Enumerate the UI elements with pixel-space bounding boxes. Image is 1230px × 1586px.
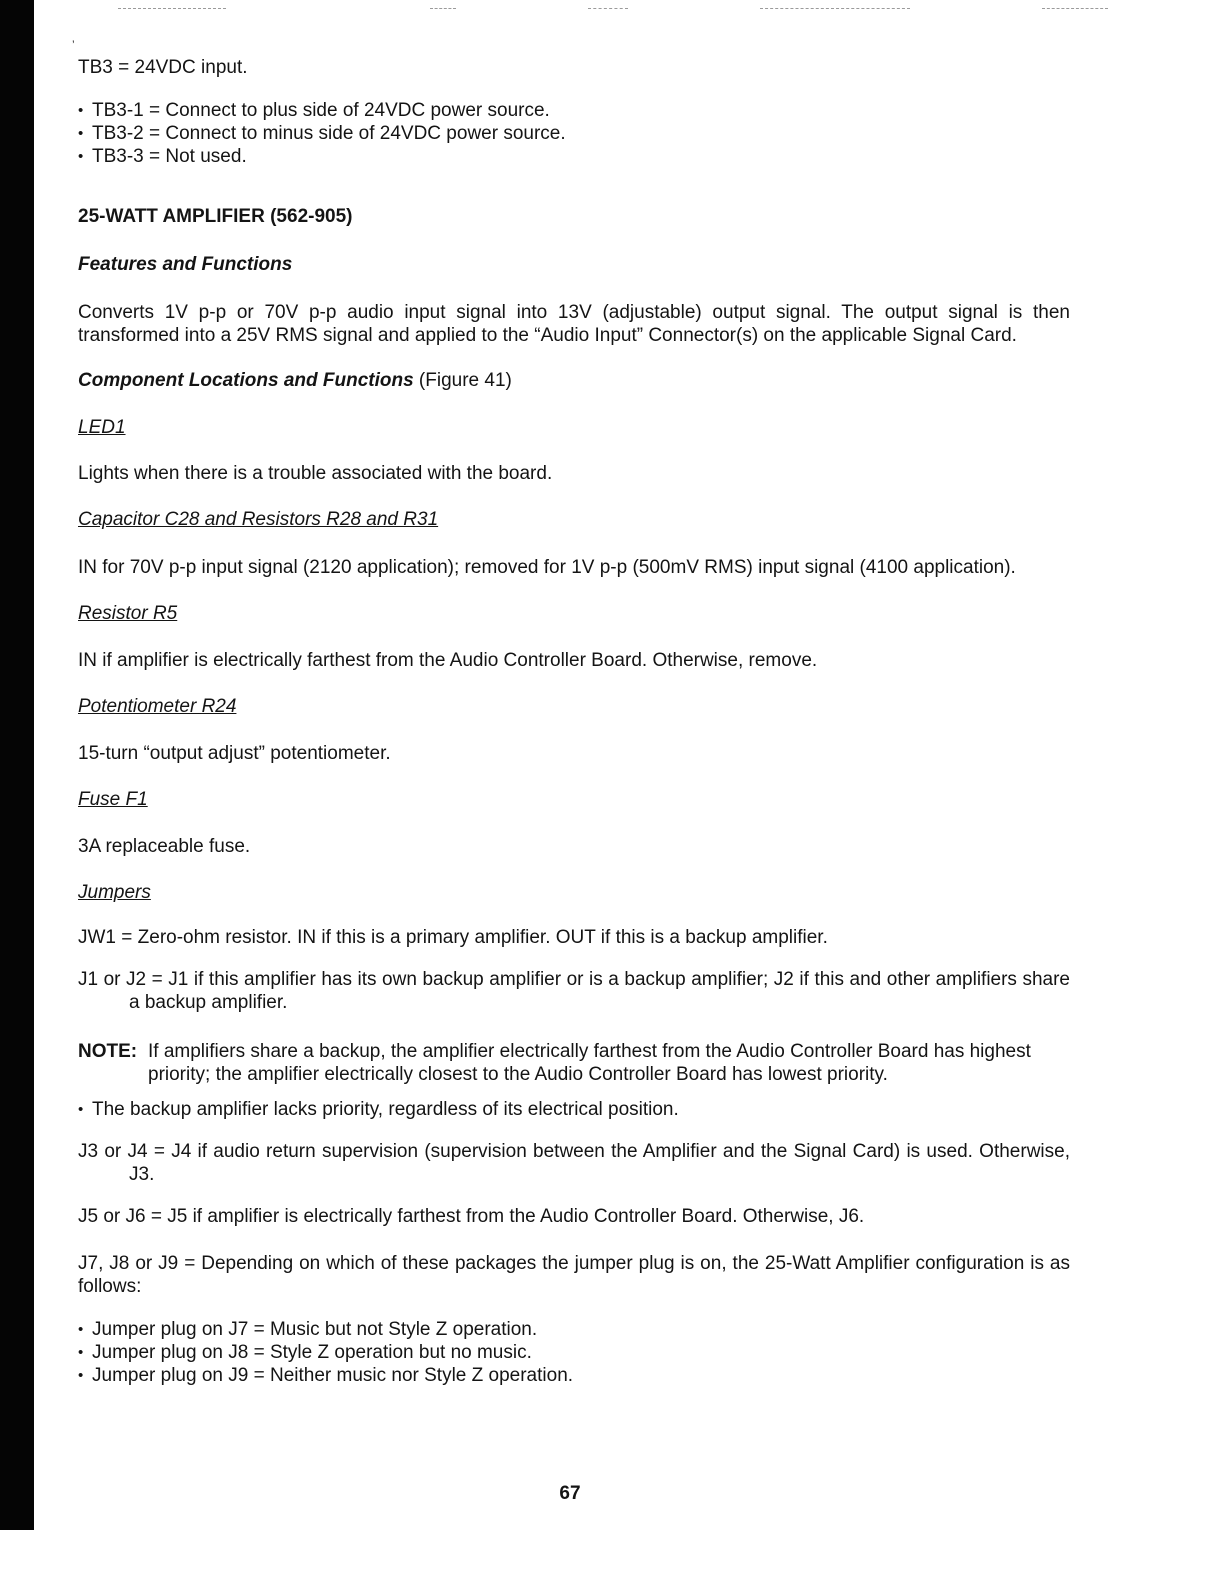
- led1-heading: LED1: [78, 417, 126, 438]
- list-item: • Jumper plug on J8 = Style Z operation but no music.: [78, 1341, 1070, 1364]
- capacitor-text: IN for 70V p-p input signal (2120 application); removed for 1V p-p (500mV RMS) input signal (4100 application).: [78, 557, 1016, 578]
- note-block: [78, 1040, 1070, 1086]
- scan-edge-bar: [0, 0, 34, 1530]
- scan-top-rule: [588, 8, 628, 10]
- document-page: [78, 56, 1070, 1387]
- list-item: • The backup amplifier lacks priority, regardless of its electrical position.: [78, 1098, 1070, 1121]
- list-item: • Jumper plug on J7 = Music but not Style Z operation.: [78, 1318, 1070, 1341]
- potentiometer-text: 15-turn “output adjust” potentiometer.: [78, 743, 391, 764]
- scan-speck: ’: [72, 38, 75, 52]
- j3-j4-text: J3 or J4 = J4 if audio return supervision (supervision between the Amplifier and the Signal Card) is used. Otherwise, J3.: [78, 1141, 1070, 1185]
- list-item: • TB3-3 = Not used.: [78, 145, 1070, 168]
- note-bullet-list: [78, 1098, 1070, 1121]
- j5-j6-text: J5 or J6 = J5 if amplifier is electrically farthest from the Audio Controller Board. Otherwise, J6.: [78, 1206, 865, 1227]
- led1-text: Lights when there is a trouble associated with the board.: [78, 463, 553, 484]
- scan-top-rule: [760, 8, 910, 10]
- note-text: If amplifiers share a backup, the amplifier electrically farthest from the Audio Controller Board has highest priority; the amplifier electrically closest to the Audio Controller Board has lowest priority.: [148, 1041, 1031, 1085]
- config-list: [78, 1318, 1070, 1387]
- scan-top-rule: [430, 8, 456, 10]
- capacitor-heading: Capacitor C28 and Resistors R28 and R31: [78, 509, 439, 530]
- j7-j9-text: J7, J8 or J9 = Depending on which of these packages the jumper plug is on, the 25-Watt Amplifier configuration is as follows:: [78, 1253, 1070, 1297]
- page-number: 67: [559, 1483, 581, 1504]
- list-item: • TB3-1 = Connect to plus side of 24VDC power source.: [78, 99, 1070, 122]
- features-heading: Features and Functions: [78, 254, 293, 275]
- fuse-heading: Fuse F1: [78, 789, 148, 810]
- jumpers-heading: Jumpers: [78, 882, 151, 903]
- figure-reference: (Figure 41): [413, 370, 512, 391]
- tb3-intro: TB3 = 24VDC input.: [78, 57, 248, 78]
- list-item: • TB3-2 = Connect to minus side of 24VDC power source.: [78, 122, 1070, 145]
- section-title: 25-WATT AMPLIFIER (562-905): [78, 206, 353, 227]
- fuse-text: 3A replaceable fuse.: [78, 836, 251, 857]
- tb3-list: [78, 99, 1070, 168]
- resistor-r5-heading: Resistor R5: [78, 603, 178, 624]
- components-heading-line: [78, 369, 1070, 392]
- list-item: • Jumper plug on J9 = Neither music nor Style Z operation.: [78, 1364, 1070, 1387]
- potentiometer-heading: Potentiometer R24: [78, 696, 237, 717]
- jw1-text: JW1 = Zero-ohm resistor. IN if this is a primary amplifier. OUT if this is a backup amplifier.: [78, 927, 828, 948]
- scan-top-rule: [1042, 8, 1108, 10]
- note-label: NOTE:: [78, 1041, 138, 1062]
- j1-j2-text: J1 or J2 = J1 if this amplifier has its own backup amplifier or is a backup amplifier; J2 if this and other amplifiers share a backup amplifier.: [78, 969, 1070, 1013]
- scan-top-rule: [118, 8, 226, 10]
- components-heading: Component Locations and Functions: [78, 370, 414, 391]
- features-paragraph: Converts 1V p-p or 70V p-p audio input signal into 13V (adjustable) output signal. The output signal is then transformed into a 25V RMS signal and applied to the “Audio Input” Connector(s) on the applicable Signal Card.: [78, 302, 1070, 346]
- resistor-r5-text: IN if amplifier is electrically farthest from the Audio Controller Board. Otherwise, remove.: [78, 650, 818, 671]
